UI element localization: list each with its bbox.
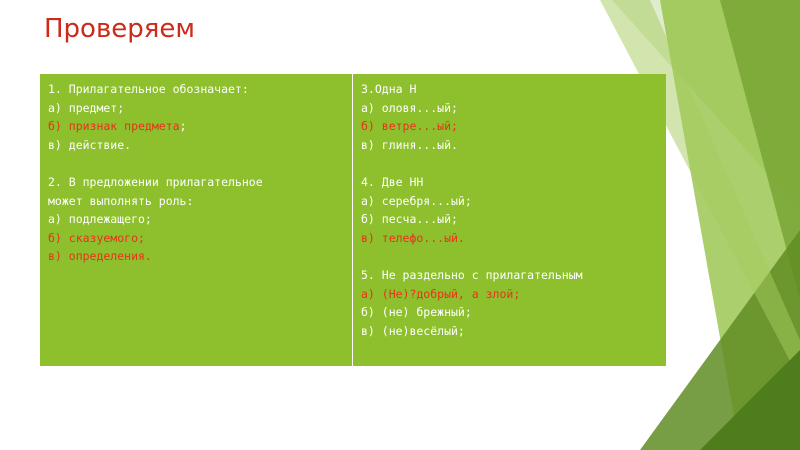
question-2-option-c: в) определения. <box>48 249 152 264</box>
question-5-option-a: а) (Не)?добрый, а злой; <box>361 286 521 301</box>
question-3-option-b: б) ветре...ый; <box>361 119 458 134</box>
question-2-heading-line-2: может выполнять роль: <box>48 193 194 208</box>
question-3-option-c: в) глиня...ый. <box>361 137 458 152</box>
question-2-heading-line-1: 2. В предложении прилагательное <box>48 174 263 189</box>
question-1-option-b <box>48 117 344 136</box>
question-5-option-b: б) (не) брежный; <box>361 305 472 320</box>
question-1-heading: 1. Прилагательное обозначает: <box>48 82 249 96</box>
question-1-option-c: в) действие. <box>48 137 132 152</box>
correct-answer-text: б) признак предмета <box>48 119 180 134</box>
spacer <box>361 154 658 173</box>
question-4-heading: 4. Две НН <box>361 174 424 189</box>
question-2-option-a: а) подлежащего; <box>48 212 152 227</box>
question-4-option-a: а) серебря...ый; <box>361 193 472 208</box>
question-4-option-b: б) песча...ый; <box>361 212 458 227</box>
table-column-left <box>40 74 353 366</box>
answer-table <box>40 74 666 366</box>
spacer <box>48 154 344 173</box>
spacer <box>361 247 658 266</box>
option-suffix: ; <box>179 119 187 134</box>
question-4-option-c: в) телефо...ый. <box>361 230 465 245</box>
question-1-option-a: а) предмет; <box>48 100 125 115</box>
question-3-option-a: а) оловя...ый; <box>361 100 458 115</box>
question-2-option-b: б) сказуемого; <box>48 230 145 245</box>
question-5-option-c: в) (не)весёлый; <box>361 323 465 338</box>
question-5-heading: 5. Не раздельно с прилагательным <box>361 267 583 282</box>
question-3-heading: 3.Одна Н <box>361 82 417 96</box>
page-title: Проверяем <box>44 14 196 44</box>
table-column-right <box>353 74 666 366</box>
